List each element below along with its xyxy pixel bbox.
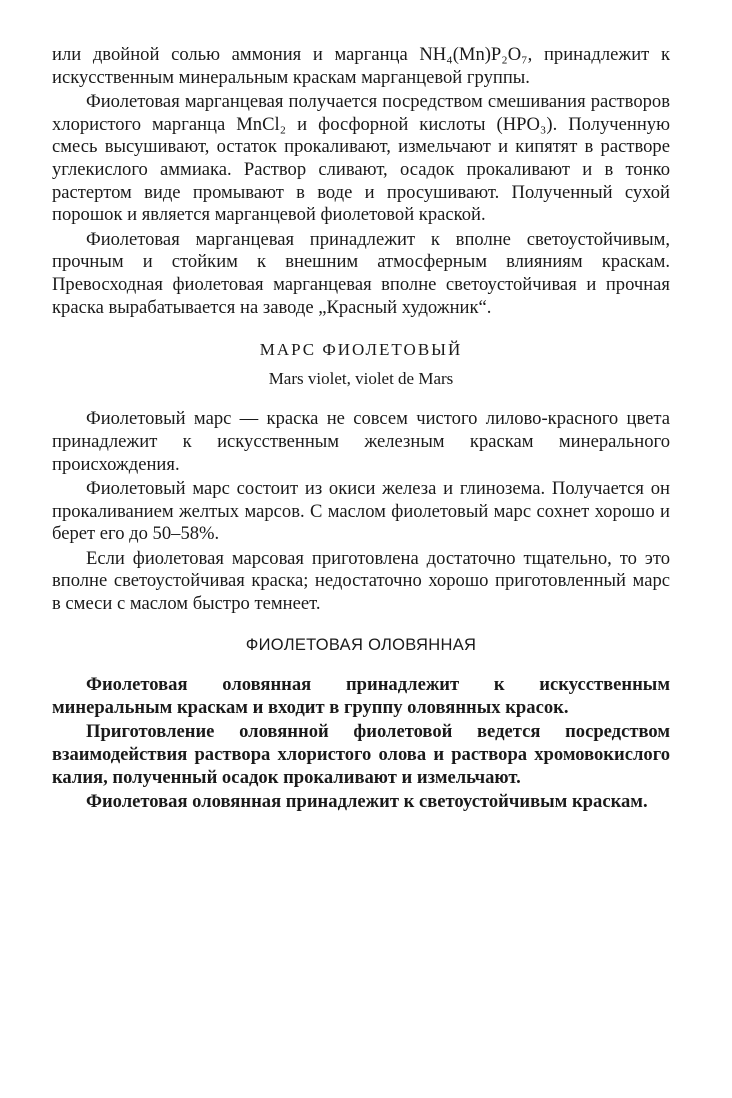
paragraph-mars-properties: Если фиолетовая марсовая приготовлена достаточно тщательно, то это вполне светоустойчивая краска; недостаточно хорошо приготовленный марс в смеси с маслом быстро темнеет. <box>52 547 670 615</box>
paragraph-manganese-salt: или двойной солью аммония и марганца NH₄(Mn)P₂O₇, принадлежит к искусственным минеральным краскам марганцевой группы. <box>52 44 670 88</box>
section-heading-mars-violet: МАРС ФИОЛЕТОВЫЙ <box>259 340 463 360</box>
paragraph-manganese-properties: Фиолетовая марганцевая принадлежит к вполне светоустойчивым, прочным и стойким к внешним атмосферным влияниям краскам. Превосходная фиолетовая марганцевая вполне светоустойчивая и прочная краска вырабатывается на заводе „Красный художник“. <box>52 228 670 318</box>
paragraph-tin-description: Фиолетовая оловянная принадлежит к искусственным минеральным краскам и входит в группу оловянных красок. <box>52 674 670 718</box>
paragraph-manganese-preparation: Фиолетовая марганцевая получается посредством смешивания растворов хлористого марганца MnCl₂ и фосфорной кислоты (HPO₃). Полученную смесь высушивают, остаток прокаливают, измельчают и кипятят в растворе углекислого аммиака. Раствор сливают, осадок прокаливают и в тонко растертом виде промывают в воде и просушивают. Полученный сухой порошок и является марганцевой фиолетовой краской. <box>52 91 670 226</box>
section-heading-tin-violet: ФИОЛЕТОВАЯ ОЛОВЯННАЯ <box>245 635 477 654</box>
paragraph-tin-properties: Фиолетовая оловянная принадлежит к светоустойчивым краскам. <box>86 791 648 813</box>
paragraph-tin-preparation: Приготовление оловянной фиолетовой ведется посредством взаимодействия раствора хлористого олова и раствора хромовокислого калия, полученный осадок прокаливают и измельчают. <box>52 721 670 788</box>
paragraph-mars-description: Фиолетовый марс — краска не совсем чистого лилово-красного цвета принадлежит к искусственным железным краскам минерального происхождения. <box>52 408 670 475</box>
section-subheading-mars-violet: Mars violet, violet de Mars <box>268 368 454 388</box>
paragraph-mars-composition: Фиолетовый марс состоит из окиси железа и глинозема. Получается он прокаливанием желтых марсов. С маслом фиолетовый марс сохнет хорошо и берет его до 50–58%. <box>52 478 670 545</box>
page-text <box>52 44 670 814</box>
